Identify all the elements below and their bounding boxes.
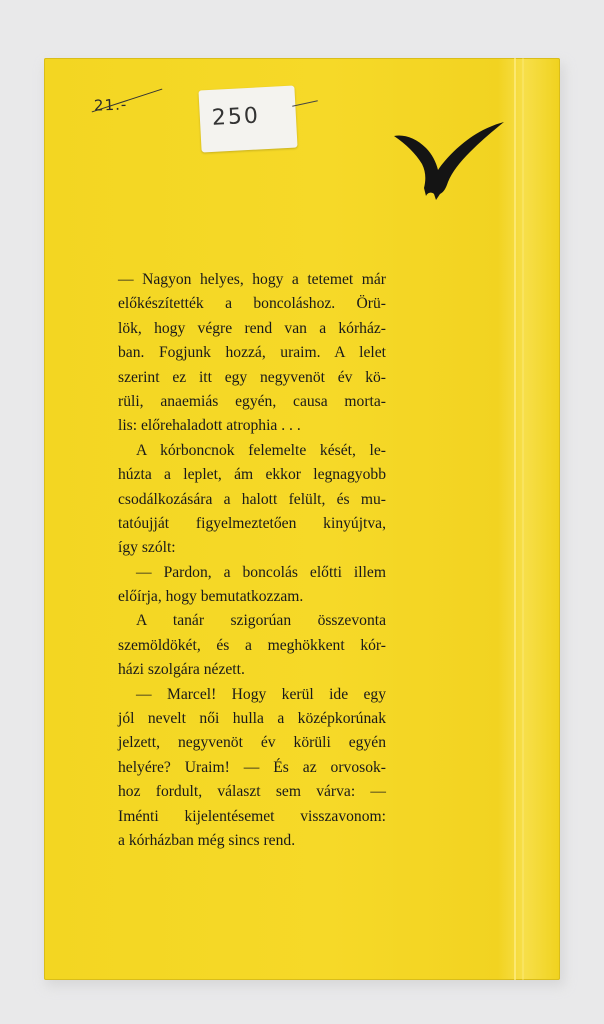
- text-line: így szólt:: [118, 539, 176, 557]
- text-line: előkészítették a boncoláshoz. Örü-: [118, 295, 386, 313]
- text-line: lök, hogy végre rend van a kórház-: [118, 319, 386, 337]
- text-line: A tanár szigorúan összevonta: [136, 612, 386, 630]
- text-line: előírja, hogy bemutatkozzam.: [118, 588, 304, 606]
- text-line: rüli, anaemiás egyén, causa morta-: [118, 392, 386, 410]
- text-line: szemöldökét, és a meghökkent kór-: [118, 636, 386, 654]
- text-line: a kórházban még sincs rend.: [118, 831, 296, 849]
- text-line: jelzett, negyvenöt év körüli egyén: [118, 734, 386, 752]
- text-line: csodálkozására a halott felült, és mu-: [118, 490, 386, 508]
- bird-silhouette-icon: [390, 118, 508, 202]
- text-line: A kórboncnok felemelte kését, le-: [136, 441, 386, 459]
- spine-crease-2: [522, 58, 524, 980]
- text-line: tatóujját figyelmeztetően kinyújtva,: [118, 514, 386, 532]
- text-line: Iménti kijelentésemet visszavonom:: [118, 807, 386, 825]
- excerpt-text: [118, 268, 386, 853]
- text-line: házi szolgára nézett.: [118, 661, 245, 679]
- text-line: helyére? Uraim! — És az orvosok-: [118, 758, 386, 776]
- text-line: húzta a leplet, ám ekkor legnagyobb: [118, 466, 386, 484]
- text-line: hoz fordult, választ sem várva: —: [118, 783, 386, 801]
- text-line: — Pardon, a boncolás előtti illem: [136, 563, 386, 581]
- text-line: szerint ez itt egy negyvenöt év kö-: [118, 368, 386, 386]
- spine-crease: [514, 58, 516, 980]
- text-line: jól nevelt női hulla a középkorúnak: [118, 710, 386, 728]
- old-price: 21.-: [93, 95, 128, 115]
- text-line: — Marcel! Hogy kerül ide egy: [136, 685, 386, 703]
- text-line: — Nagyon helyes, hogy a tetemet már: [118, 271, 386, 288]
- price-sticker: [198, 86, 297, 153]
- text-line: ban. Fogjunk hozzá, uraim. A lelet: [118, 344, 386, 362]
- text-line: lis: előrehaladott atrophia . . .: [118, 417, 301, 435]
- sticker-price: 250: [211, 103, 261, 131]
